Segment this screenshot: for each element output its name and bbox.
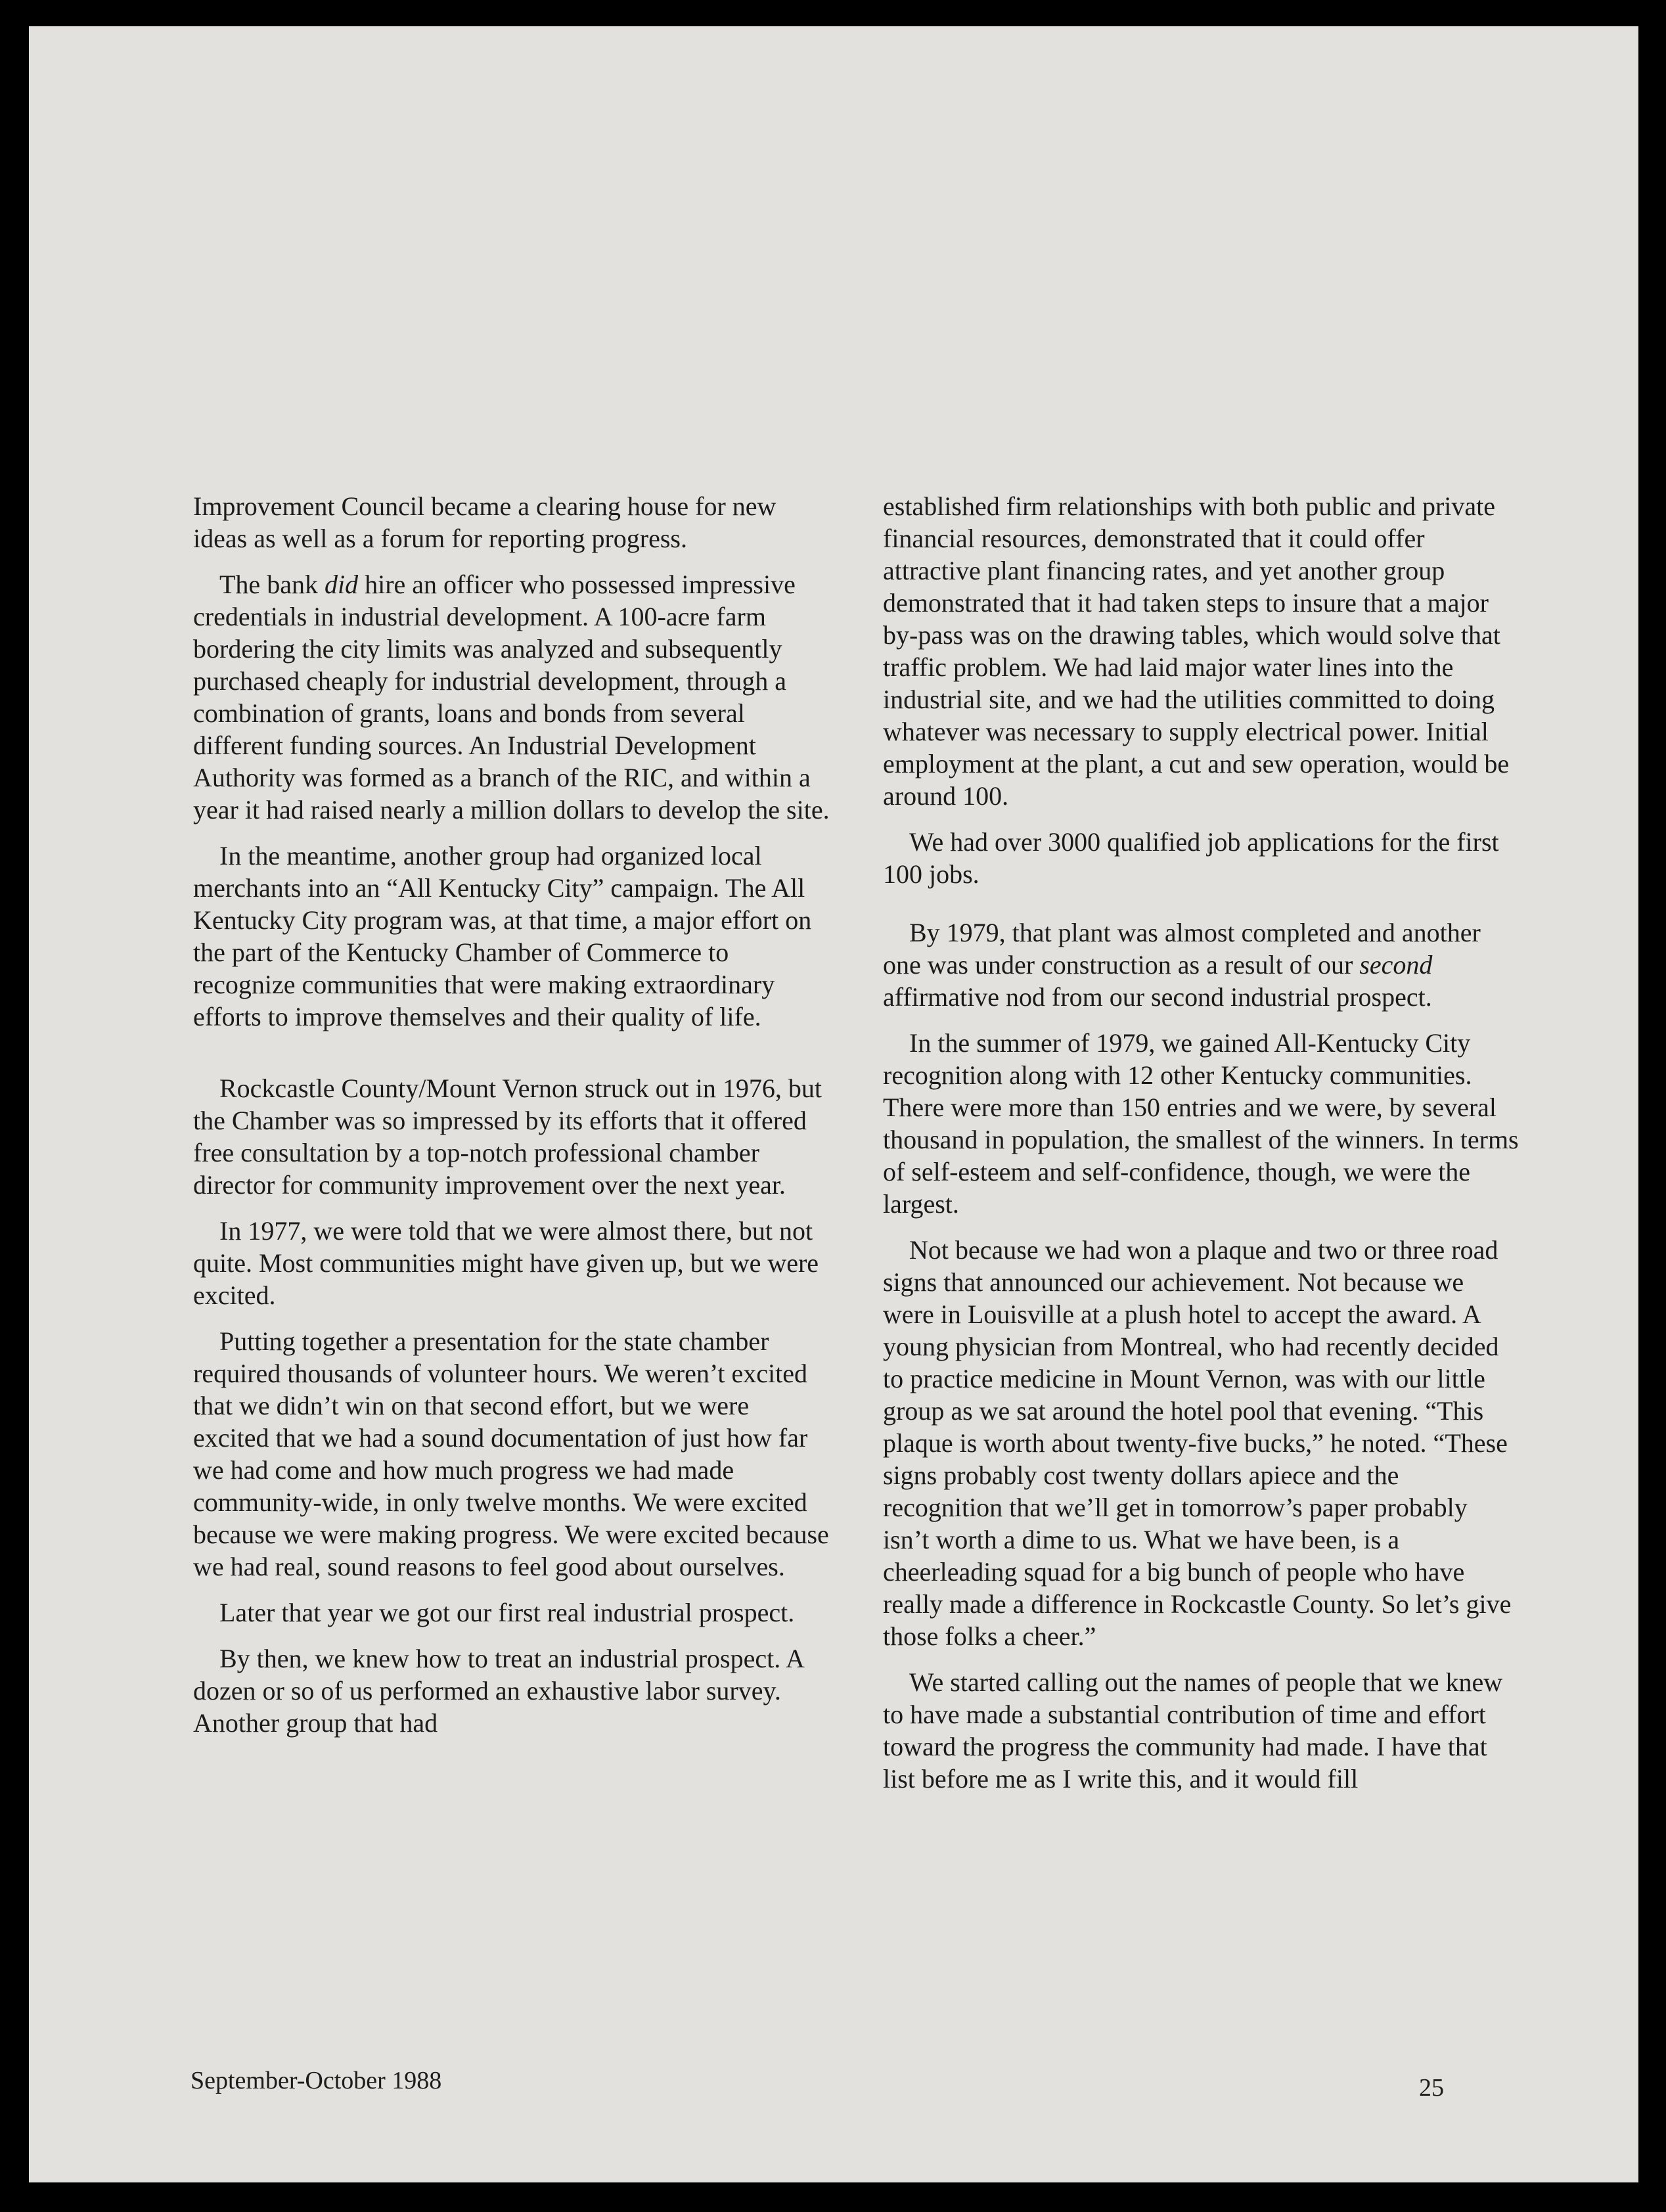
magazine-page [29, 26, 1638, 2182]
page-number: 25 [1419, 2074, 1444, 2102]
paragraph: In 1977, we were told that we were almost there, but not quite. Most communities might have given up, but we were excited. [193, 1216, 819, 1310]
text-run: hire an officer who possessed impressive credentials in industrial development. A 100-acre farm bordering the city limits was analyzed and subsequently purchased cheaply for industrial development, through a combination of grants, loans and bonds from several different funding sources. An Industrial Development Authority was formed as a branch of the RIC, and within a year it had raised nearly a million dollars to develop the site. [193, 570, 830, 824]
text-run: affirmative nod from our second industrial prospect. [883, 982, 1432, 1012]
paragraph: Later that year we got our first real industrial prospect. [219, 1598, 795, 1627]
paragraph [883, 916, 1520, 1013]
paragraph: We had over 3000 qualified job applications for the first 100 jobs. [883, 827, 1499, 889]
text-run: The bank [219, 570, 325, 599]
paragraph: In the meantime, another group had organized local merchants into an “All Kentucky City” campaign. The All Kentucky City program was, at that time, a major effort on the part of the Kentucky Chamber of Commerce to recognize communities that were making extraordinary efforts to improve themselves and their quality of life. [193, 841, 812, 1031]
right-text-column [883, 490, 1520, 1809]
paragraph: established firm relationships with both public and private financial resources, demonstrated that it could offer attractive plant financing rates, and yet another group demonstrated that it had taken steps to insure that a major by-pass was on the drawing tables, which would solve that traffic problem. We had laid major water lines into the industrial site, and we had the utilities committed to doing whatever was necessary to supply electrical power. Initial employment at the plant, a cut and sew operation, would be around 100. [883, 491, 1510, 811]
paragraph: By then, we knew how to treat an industrial prospect. A dozen or so of us performed an exhaustive labor survey. Another group that had [193, 1644, 803, 1738]
paragraph: We started calling out the names of people that we knew to have made a substantial contribution of time and effort toward the progress the community had made. I have that list before me as I write this, and it would fill [883, 1667, 1503, 1794]
paragraph [193, 568, 830, 826]
left-text-column [193, 490, 830, 1753]
paragraph: Improvement Council became a clearing house for new ideas as well as a forum for reporting progress. [193, 491, 777, 553]
emphasis: second [1359, 950, 1433, 980]
text-run: By 1979, that plant was almost completed and another one was under construction as a result of our [883, 918, 1481, 980]
issue-date: September-October 1988 [191, 2067, 442, 2094]
paragraph: Putting together a presentation for the state chamber required thousands of volunteer hours. We weren’t excited that we didn’t win on that second effort, but we were excited that we had a sound documentation of just how far we had come and how much progress we had made community-wide, in only twelve months. We were excited because we were making progress. We were excited because we had real, sound reasons to feel good about ourselves. [193, 1326, 829, 1581]
emphasis: did [324, 570, 359, 599]
paragraph: In the summer of 1979, we gained All-Kentucky City recognition along with 12 other Kentucky communities. There were more than 150 entries and we were, by several thousand in population, the smallest of the winners. In terms of self-esteem and self-confidence, though, we were the largest. [883, 1028, 1519, 1219]
paragraph: Rockcastle County/Mount Vernon struck out in 1976, but the Chamber was so impressed by its efforts that it offered free consultation by a top-notch professional chamber director for community improvement over the next year. [193, 1073, 822, 1200]
paragraph: Not because we had won a plaque and two or three road signs that announced our achievement. Not because we were in Louisville at a plush hotel to accept the award. A young physician from Montreal, who had recently decided to practice medicine in Mount Vernon, was with our little group as we sat around the hotel pool that evening. “This plaque is worth about twenty-five bucks,” he noted. “These signs probably cost twenty dollars apiece and the recognition that we’ll get in tomorrow’s paper probably isn’t worth a dime to us. What we have been, is a cheerleading squad for a big bunch of people who have really made a difference in Rockcastle County. So let’s give those folks a cheer.” [883, 1235, 1512, 1651]
